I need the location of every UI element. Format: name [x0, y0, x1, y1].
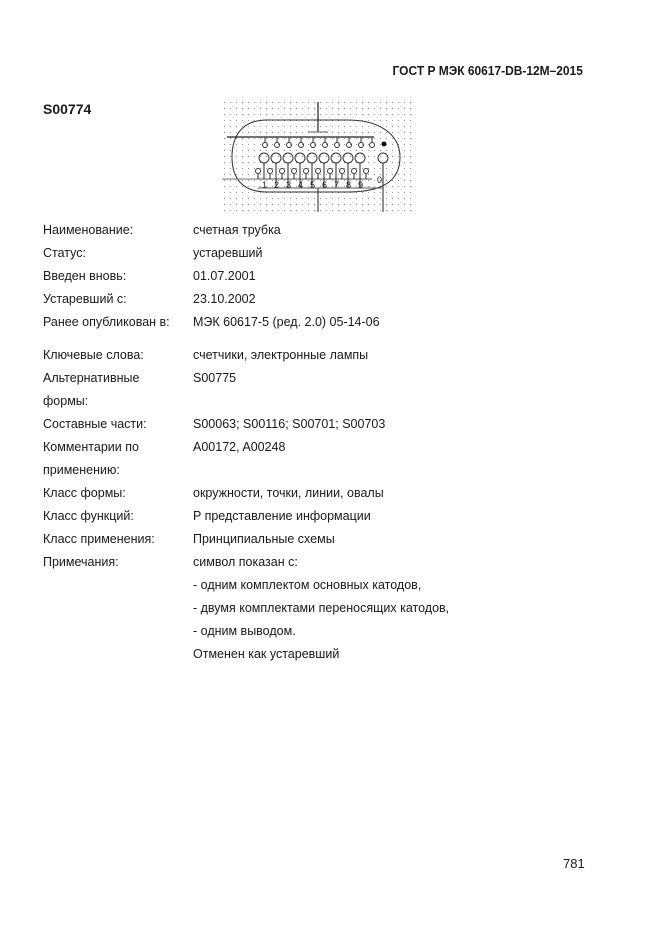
document-header: ГОСТ Р МЭК 60617-DB-12M–2015	[392, 63, 583, 78]
field-row	[43, 482, 603, 505]
svg-text:6: 6	[322, 180, 328, 190]
field-value: - двумя комплектами переносящих катодов,	[193, 601, 450, 615]
field-row	[43, 505, 603, 528]
field-label: Наименование:	[43, 223, 134, 237]
field-value: 23.10.2002	[193, 292, 256, 306]
field-row	[43, 551, 603, 574]
field-row	[43, 390, 603, 413]
field-label	[43, 597, 193, 620]
svg-text:5: 5	[310, 180, 316, 190]
field-row	[43, 288, 603, 311]
field-label: формы:	[43, 394, 89, 408]
field-row	[43, 459, 603, 482]
field-value: S00063; S00116; S00701; S00703	[193, 417, 386, 431]
svg-text:8: 8	[346, 180, 352, 190]
field-value: - одним выводом.	[193, 624, 296, 638]
field-row	[43, 367, 603, 390]
field-label: Альтернативные	[43, 371, 140, 385]
field-label: Статус:	[43, 246, 86, 260]
field-row	[43, 597, 603, 620]
field-value	[193, 390, 603, 413]
field-value: устаревший	[193, 246, 263, 260]
field-value: - одним комплектом основных катодов,	[193, 578, 422, 592]
svg-text:0: 0	[377, 175, 383, 185]
field-label: Введен вновь:	[43, 269, 127, 283]
section-gap	[43, 334, 603, 344]
field-label	[43, 620, 193, 643]
field-value: P представление информации	[193, 509, 371, 523]
field-row	[43, 413, 603, 436]
field-row	[43, 620, 603, 643]
page-number: 781	[563, 856, 585, 871]
field-value: S00775	[193, 371, 237, 385]
field-value: окружности, точки, линии, овалы	[193, 486, 384, 500]
svg-text:3: 3	[286, 180, 292, 190]
field-label: Класс функций:	[43, 509, 134, 523]
field-label: Комментарии по	[43, 440, 139, 454]
field-label: Составные части:	[43, 417, 147, 431]
field-value: МЭК 60617-5 (ред. 2.0) 05-14-06	[193, 315, 380, 329]
svg-text:4: 4	[298, 180, 304, 190]
field-value: счетчики, электронные лампы	[193, 348, 369, 362]
field-value: Принципиальные схемы	[193, 532, 335, 546]
field-row	[43, 436, 603, 459]
symbol-id: S00774	[43, 101, 92, 117]
field-label: Класс формы:	[43, 486, 126, 500]
field-row	[43, 528, 603, 551]
field-label: применению:	[43, 463, 120, 477]
symbol-properties	[43, 219, 603, 666]
symbol-diagram	[222, 100, 412, 214]
field-label: Примечания:	[43, 555, 119, 569]
field-label: Класс применения:	[43, 532, 155, 546]
svg-text:7: 7	[334, 180, 340, 190]
field-value: счетная трубка	[193, 223, 281, 237]
field-value: Отменен как устаревший	[193, 647, 340, 661]
field-value: символ показан с:	[193, 555, 298, 569]
field-row	[43, 643, 603, 666]
field-row	[43, 242, 603, 265]
field-label: Ранее опубликован в:	[43, 315, 170, 329]
field-row	[43, 219, 603, 242]
field-label	[43, 574, 193, 597]
svg-text:1: 1	[262, 180, 268, 190]
field-label	[43, 643, 193, 666]
field-value: 01.07.2001	[193, 269, 256, 283]
field-row	[43, 344, 603, 367]
svg-text:2: 2	[274, 180, 280, 190]
field-row	[43, 265, 603, 288]
field-label: Ключевые слова:	[43, 348, 144, 362]
svg-text:9: 9	[358, 180, 364, 190]
field-value: A00172, A00248	[193, 440, 286, 454]
field-value	[193, 459, 603, 482]
field-row	[43, 311, 603, 334]
field-label: Устаревший с:	[43, 292, 127, 306]
field-row	[43, 574, 603, 597]
